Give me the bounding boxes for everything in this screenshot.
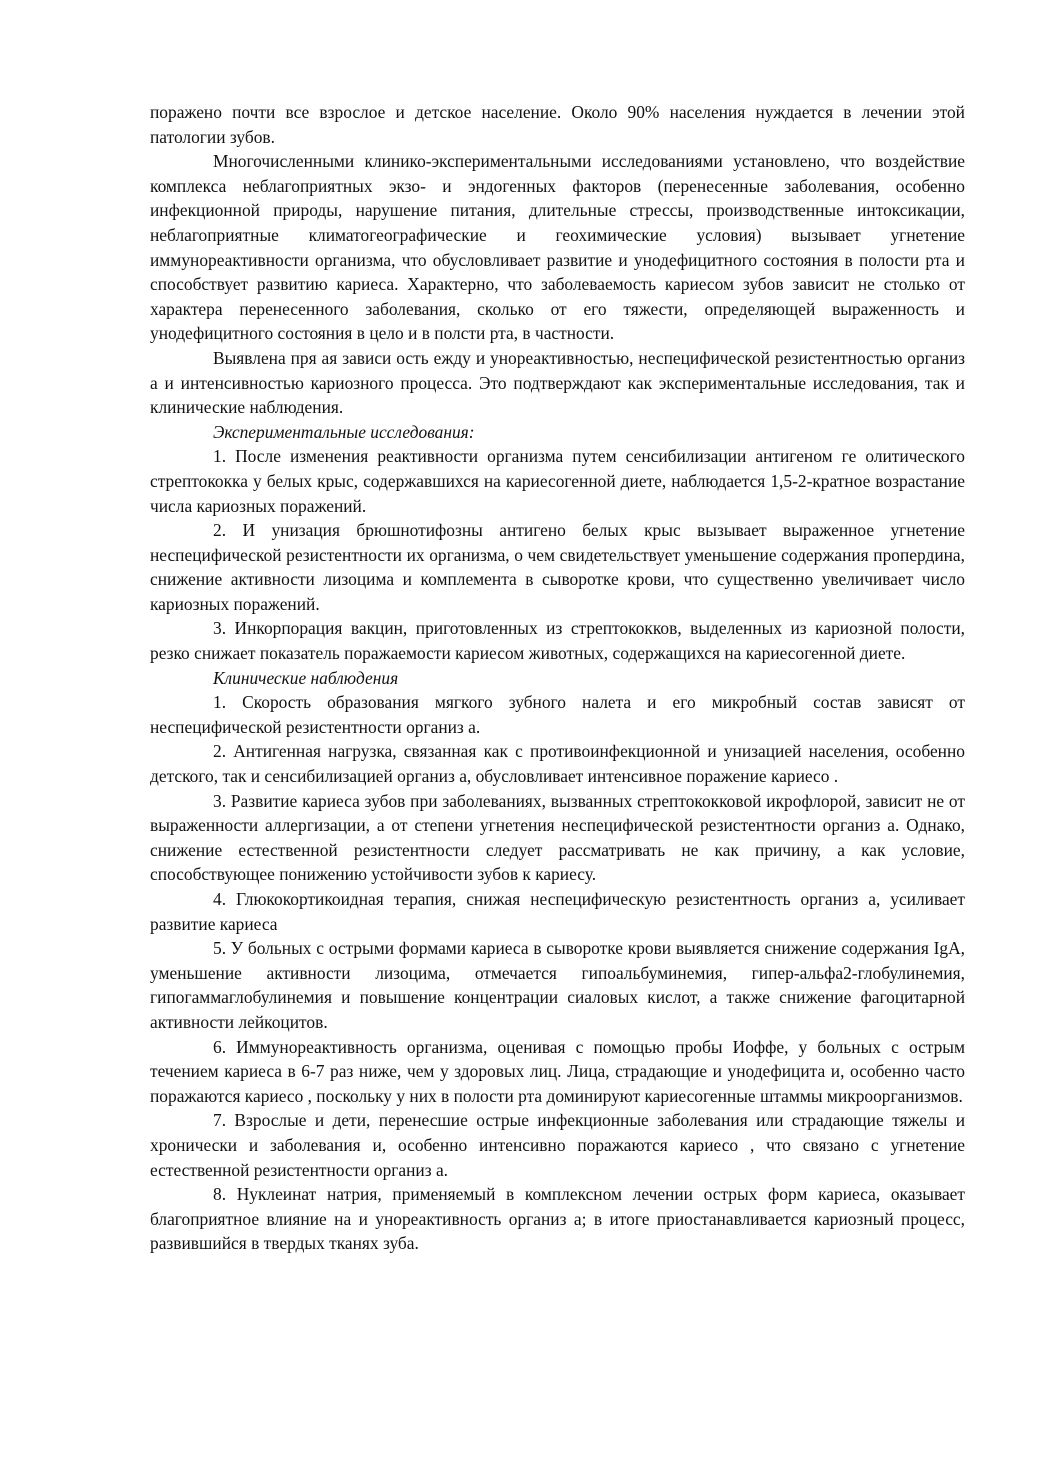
clinical-item-8: 8. Нуклеинат натрия, применяемый в комплексном лечении острых форм кариеса, оказывает благоприятное влияние на и унореактивность организ а; в итоге приостанавливается кариозный процесс, развившийся в твердых тканях зуба. (150, 1184, 965, 1254)
clinical-item-3: 3. Развитие кариеса зубов при заболеваниях, вызванных стрептококковой икрофлорой, зависит не от выраженности аллергизации, а от степени угнетения неспецифической резистентности организ а. Однако, снижение естественной резистентности следует рассматривать не как причину, а как условие, способствующее понижению устойчивости зубов к кариесу. (150, 790, 965, 885)
clinical-item-4: 4. Глюкокортикоидная терапия, снижая неспецифическую резистентность организ а, усиливает развитие кариеса (150, 889, 965, 934)
clinical-item-2: 2. Антигенная нагрузка, связанная как с противоинфекционной и унизацией населения, особенно детского, так и сенсибилизацией организ а, обусловливает интенсивное поражение кариесо . (150, 741, 965, 787)
paragraph-clinical-experimental: Многочисленными клинико-экспериментальными исследованиями установлено, что воздействие комплекса неблагоприятных экзо- и эндогенных факторов (перенесенные заболевания, особенно инфекционной природы, нарушение питания, длительные стрессы, производственные интоксикации, неблагоприятные климатогеографические и геохимические условия) вызывает угнетение иммунореактивности организма, что обусловливает развитие и унодефицитного состояния в полости рта и способствует развитию кариеса. Характерно, что заболеваемость кариесом зубов зависит не столько от характера перенесенного заболевания, сколько от его тяжести, определяющей выраженность и унодефицитного состояния в цело и в полсти рта, в частности. (150, 151, 965, 344)
clinical-item-6: 6. Иммунореактивность организма, оценивая с помощью пробы Иоффе, у больных с острым течением кариеса в 6-7 раз ниже, чем у здоровых лиц. Лица, страдающие и унодефицита и, особенно часто поражаются кариесо , поскольку у них в полости рта доминируют кариесогенные штаммы микроорганизмов. (150, 1036, 965, 1106)
subheading-experimental: Экспериментальные исследования: (213, 421, 475, 442)
document-body (150, 100, 965, 1256)
subheading-clinical: Клинические наблюдения (213, 667, 399, 688)
experimental-item-1: 1. После изменения реактивности организма путем сенсибилизации антигеном ге олитического стрептококка у белых крыс, содержавшихся на кариесогенной диете, наблюдается 1,5-2-кратное возрастание числа кариозных поражений. (150, 446, 965, 516)
experimental-item-3: 3. Инкорпорация вакцин, приготовленных из стрептококков, выделенных из кариозной полости, резко снижает показатель поражаемости кариесом животных, содержащихся на кариесогенной диете. (150, 618, 965, 664)
paragraph-intro-continuation: поражено почти все взрослое и детское население. Около 90% населения нуждается в лечении этой патологии зубов. (150, 102, 965, 147)
clinical-item-1: 1. Скорость образования мягкого зубного налета и его микробный состав зависят от неспецифической резистентности организ а. (150, 692, 965, 737)
clinical-item-5: 5. У больных с острыми формами кариеса в сыворотке крови выявляется снижение содержания IgA, уменьшение активности лизоцима, отмечается гипоальбуминемия, гипер-альфа2-глобулинемия, гипогаммаглобулинемия и повышение концентрации сиаловых кислот, а также снижение фагоцитарной активности лейкоцитов. (150, 938, 965, 1032)
paragraph-dependency: Выявлена пря ая зависи ость ежду и унореактивностью, неспецифической резистентностью организ а и интенсивностью кариозного процесса. Это подтверждают как экспериментальные исследования, так и клинические наблюдения. (150, 347, 965, 418)
experimental-item-2: 2. И унизация брюшнотифозны антигено белых крыс вызывает выраженное угнетение неспецифической резистентности их организма, о чем свидетельствует уменьшение содержания пропердина, снижение активности лизоцима и комплемента в сыворотке крови, что существенно увеличивает число кариозных поражений. (150, 520, 965, 614)
clinical-item-7: 7. Взрослые и дети, перенесшие острые инфекционные заболевания или страдающие тяжелы и хронически и заболевания и, особенно интенсивно поражаются кариесо , что связано с угнетение естественной резистентности организ а. (150, 1110, 965, 1180)
